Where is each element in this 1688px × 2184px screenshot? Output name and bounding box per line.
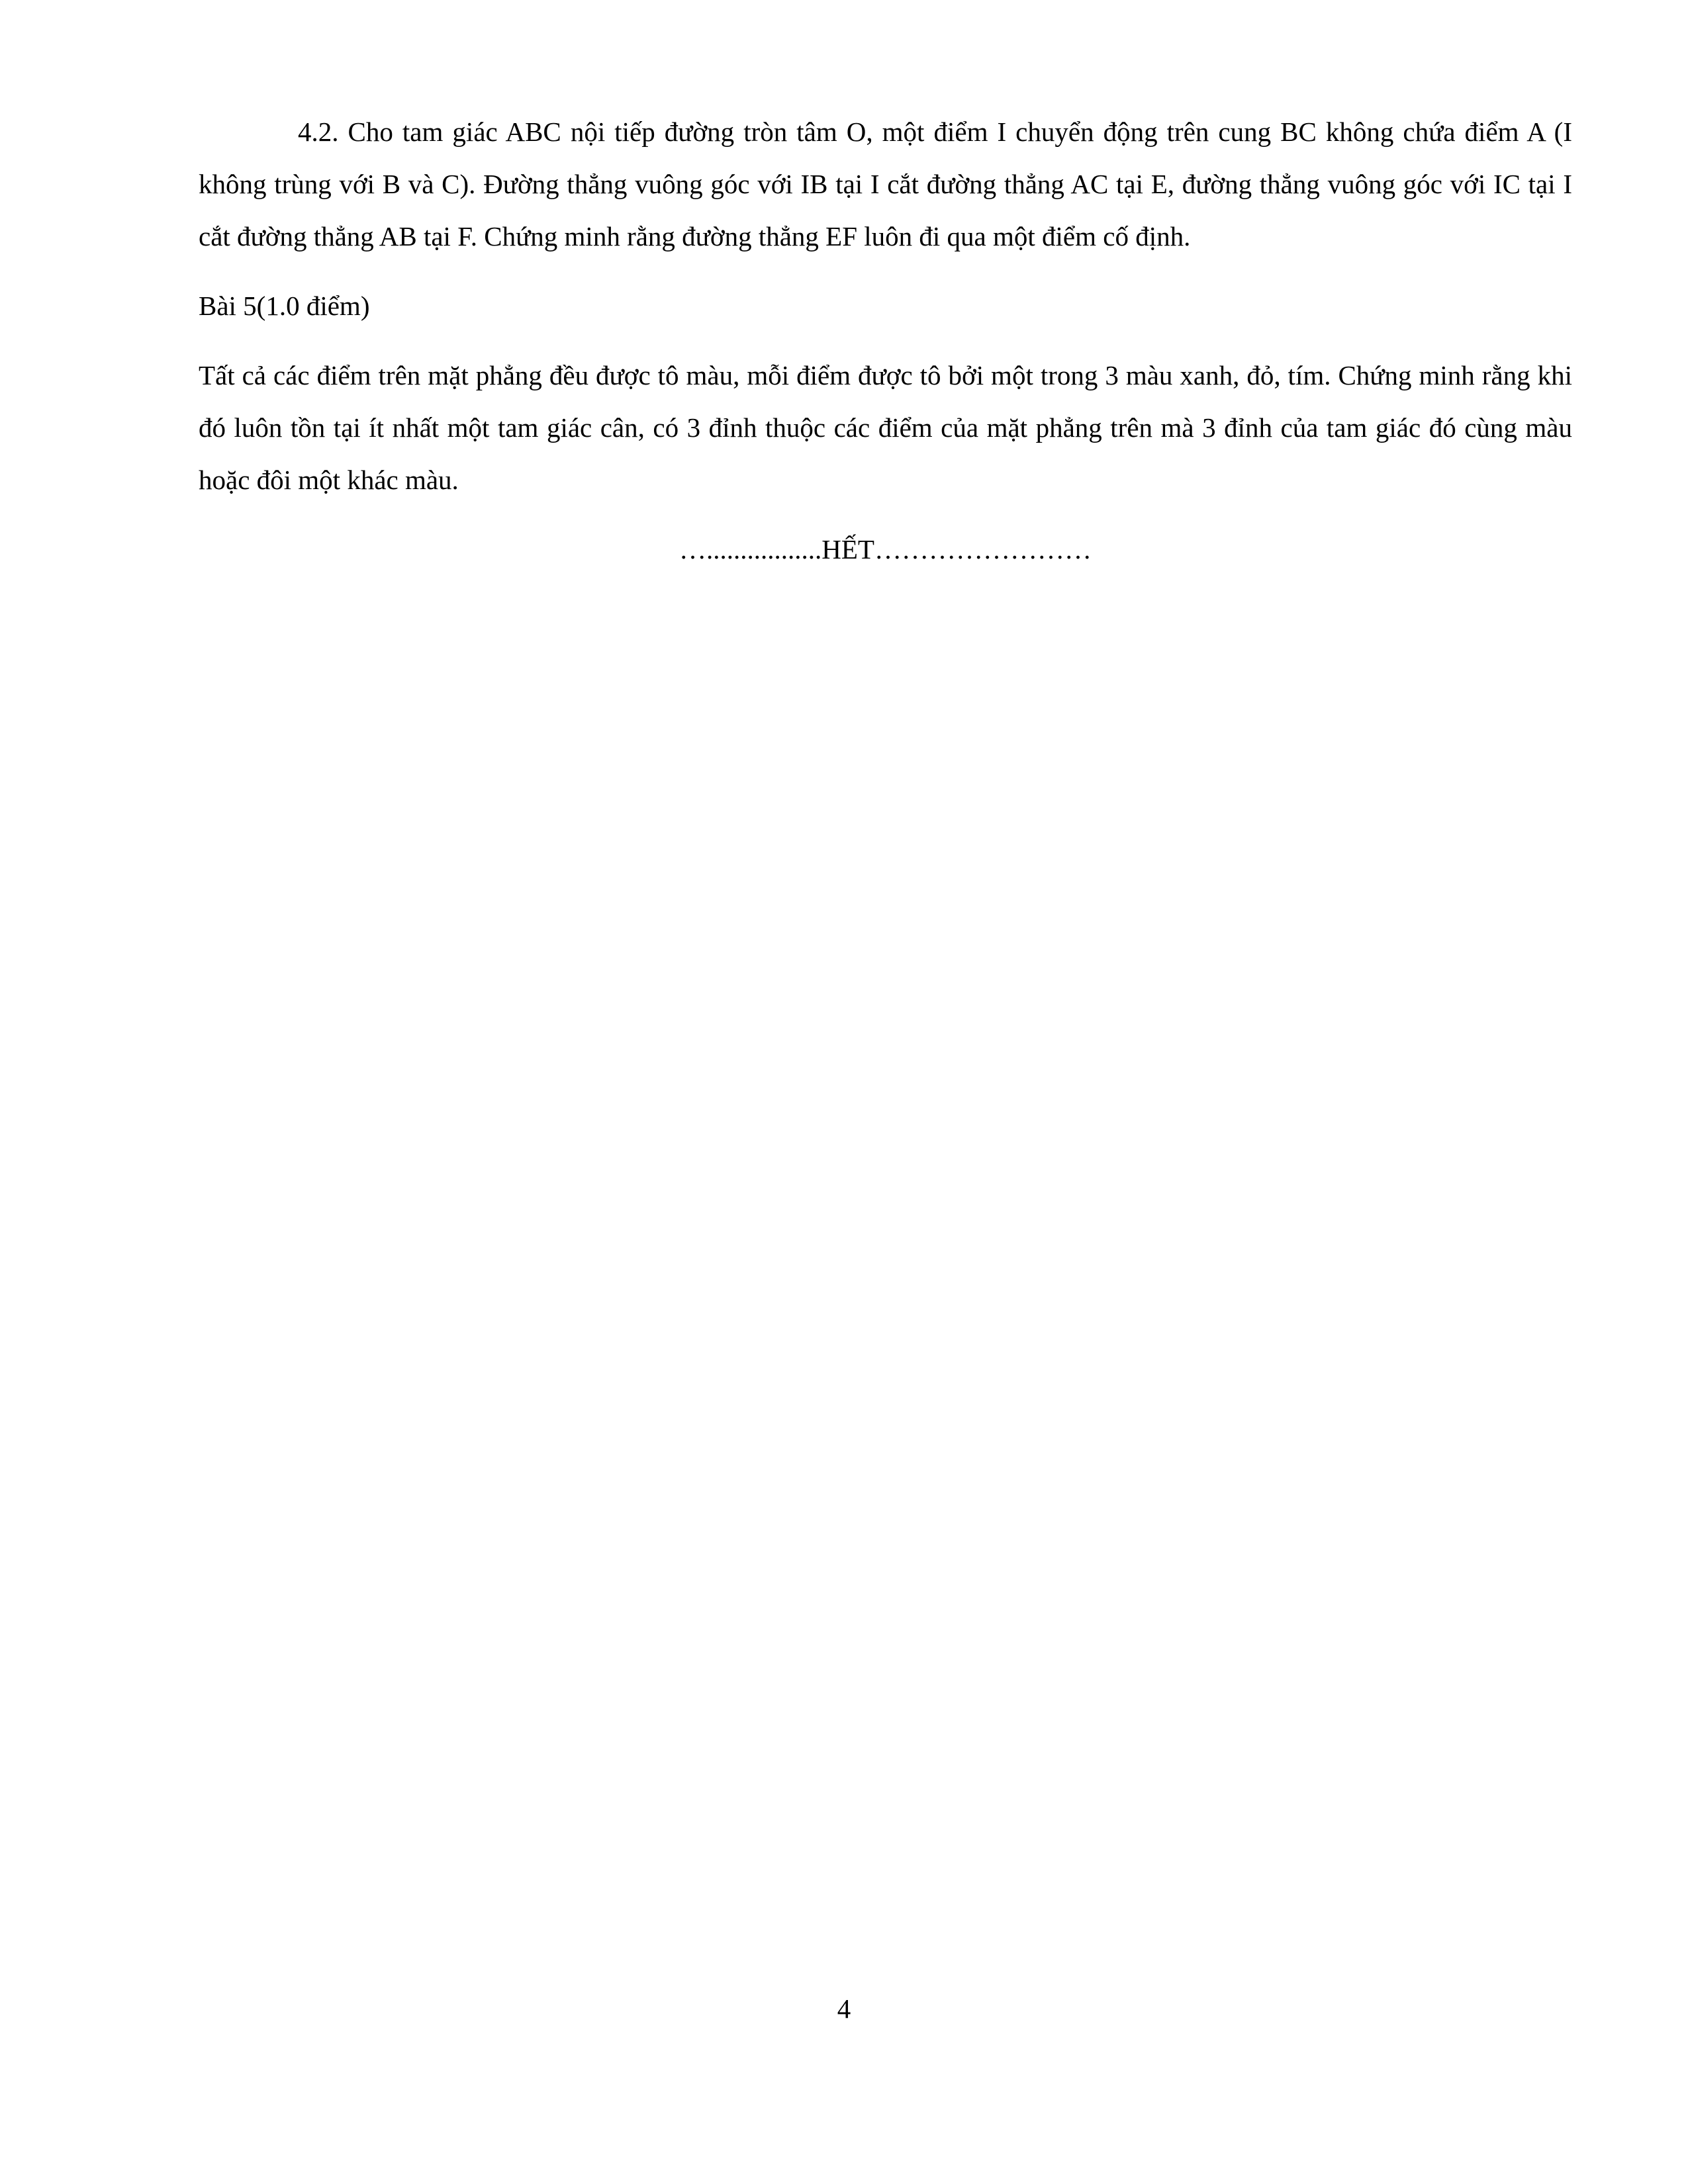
page-number: 4 — [837, 1993, 851, 2024]
problem-5-heading: Bài 5(1.0 điểm) — [199, 291, 370, 321]
problem-5-paragraph: Tất cả các điểm trên mặt phẳng đều được tô màu, mỗi điểm được tô bởi một trong 3 màu xanh, đỏ, tím. Chứng minh rằng khi đó luôn tồn tại ít nhất một tam giác cân, có 3 đỉnh thuộc các điểm của mặt phẳng trên mà 3 đỉnh của tam giác đó cùng màu hoặc đôi một khác màu. — [199, 360, 1572, 495]
problem-4-2-paragraph: 4.2. Cho tam giác ABC nội tiếp đường tròn tâm O, một điểm I chuyển động trên cung BC không chứa điểm A (I không trùng với B và C). Đường thẳng vuông góc với IB tại I cắt đường thẳng AC tại E, đường thẳng vuông góc với IC tại I cắt đường thẳng AB tại F. Chứng minh rằng đường thẳng EF luôn đi qua một điểm cố định. — [199, 116, 1572, 251]
end-mark: ….................HẾT…………………… — [679, 534, 1092, 565]
page-content — [199, 106, 1572, 576]
